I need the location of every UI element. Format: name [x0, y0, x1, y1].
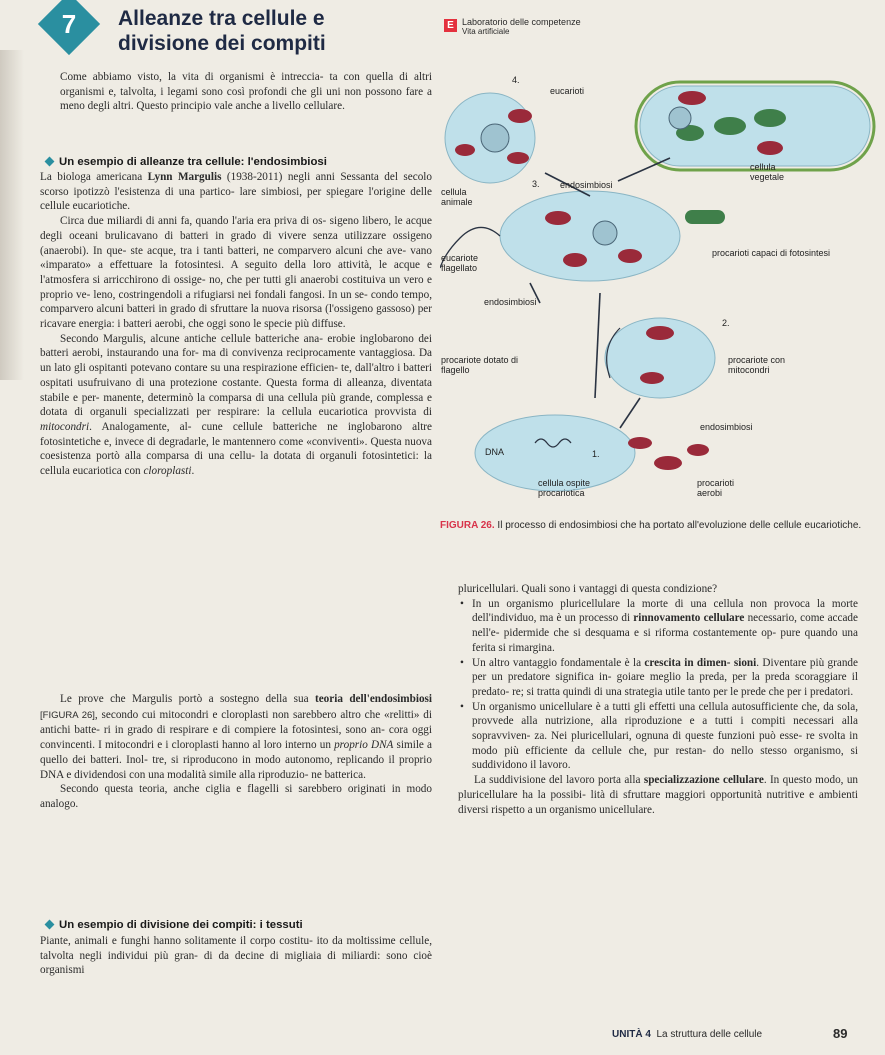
- label-endosimbiosi-2: endosimbiosi: [484, 297, 537, 307]
- page-binding-shadow: [0, 50, 24, 380]
- lab-reference: [462, 17, 581, 37]
- paragraph-specializzazione: La suddivisione del lavoro porta alla specializzazione cellulare. In questo modo, un pluricellulare ha la possibi- lità di sfruttare maggiori opportunità nutritive e ambienti diversi rispetto a un organismo unicellulare.: [458, 774, 859, 816]
- bullet-unicellulare: • Un organismo unicellulare è a tutti gli effetti una cellula autosufficiente che, da sola, provvede alla nutrizione, alla riproduzione e a tutti i compiti necessari alla sopravviven- za. Nei pluricellulari, ognuna di queste funzioni può esse- re svolta in modo più efficiente da cellule che, pur restan- do nello stesso organismo, si suddividono il lavoro.: [458, 700, 858, 774]
- label-procarioti-aerobi: procarioti aerobi: [697, 478, 735, 498]
- right-column-text: [458, 582, 858, 817]
- flagellated-eukaryote-shape: [500, 191, 680, 281]
- aerobic-prokaryote-shape: [654, 456, 682, 470]
- endosymbiosis-text: [40, 170, 432, 479]
- label-eucariote-flagellato: eucariote flagellato: [441, 253, 479, 273]
- endosymbiosis-figure: [440, 78, 880, 508]
- label-endosimbiosi-3: endosimbiosi: [700, 422, 753, 432]
- label-cellula-animale: cellula animale: [441, 187, 473, 207]
- label-step-4: 4.: [512, 75, 520, 85]
- label-endosimbiosi-1: endosimbiosi: [560, 180, 613, 190]
- bullet-crescita: • Un altro vantaggio fondamentale è la crescita in dimen- sioni. Diventare più grande per un predatore significa in- goiare meglio la preda, per la preda scoraggiare il predato- re; si tratta quindi di una strategia utile tanto per le prede che per i predatori.: [458, 656, 858, 700]
- label-eucarioti: eucarioti: [550, 86, 585, 96]
- paragraph-cilia: Secondo questa teoria, anche ciglia e flagelli si sarebbero originati in modo analogo.: [40, 783, 432, 810]
- paragraph-pluricellulari: pluricellulari. Quali sono i vantaggi di questa condizione?: [458, 583, 718, 595]
- page-title: [118, 6, 326, 56]
- diamond-bullet-icon: [45, 920, 55, 930]
- section-number: 7: [61, 9, 77, 39]
- section-heading-endosimbiosi: Un esempio di alleanze tra cellule: l'endosimbiosi: [46, 156, 327, 168]
- paragraph-evidence: Le prove che Margulis portò a sostegno della sua teoria dell'endosimbiosi [FIGURA 26], secondo cui mitocondri e cloroplasti non sarebbero altro che «relitti» di antichi batte- ri in grado di respirare e di compiere la fotosintesi, sono an- cora oggi convincenti. I mitocondri e i cloroplasti hanno al loro interno un proprio DNA simile a quello dei batteri. Inol- tre, si riproducono in modo autonomo, replicando il proprio DNA e dividendosi con una modalità simile alla riproduzio- ne batterica.: [40, 693, 433, 781]
- intro-paragraph: Come abbiamo visto, la vita di organismi è intreccia- ta con quella di altri organismi e, talvolta, i legami sono così profondi che gli uni non possono fare a meno degli altri. Questo principio vale anche a livello cellulare.: [60, 71, 432, 113]
- label-procariote-flagello: procariote dotato di flagello: [441, 355, 519, 375]
- label-procarioti-fotosintesi: procarioti capaci di fotosintesi: [712, 248, 831, 258]
- page-number: 89: [833, 1026, 848, 1041]
- label-procariote-mitocondri: procariote con mitocondri: [728, 355, 786, 375]
- section-heading-tessuti: Un esempio di divisione dei compiti: i tessuti: [46, 919, 303, 931]
- label-step-3: 3.: [532, 179, 540, 189]
- diamond-bullet-icon: [45, 157, 55, 167]
- label-cellula-ospite: cellula ospite procariotica: [538, 478, 591, 498]
- label-dna: DNA: [485, 447, 505, 457]
- footer-unit: UNITÀ 4 La struttura delle cellule: [612, 1029, 763, 1040]
- paragraph-tissues: Piante, animali e funghi hanno solitamente il corpo costitu- ito da moltissime cellule, talvolta negli individui più gran- di da decine di migliaia di miliardi: sono cioè organismi: [40, 935, 432, 977]
- lab-title: Laboratorio delle competenze: [462, 17, 581, 27]
- bullet-rinnovamento: • In un organismo pluricellulare la morte di una cellula non provoca la morte dell'individuo, ma è un processo di rinnovamento cellulare necessario, come accade nell'e- pidermide che si desquama e si riforma costantemente op- pure quando una ferita si rimargina.: [458, 597, 858, 656]
- paragraph-hypothesis: Secondo Margulis, alcune antiche cellule batteriche ana- erobie inglobarono dei batteri aerobi, instaurando una for- ma di convivenza reciprocamente vantaggiosa. Da un lato gli ospitanti potevano contare su una respirazione efficien- te, dall'altro i batteri ospitati usufruivano di una protezione costante. Questa forma di alleanza, diventata stabile e per- manente, determinò la comparsa di una cellula più grande, complessa e dotata di organuli specializzati per respirare: la cellula eucariotica provvista di mitocondri. Analogamente, al- cune cellule batteriche ne inglobarono altre fotosintetiche e, invece di degradarle, le mantennero come «conviventi». Questa nuova coesistenza portò alla comparsa di una cellu- la dotata di organuli fotosintetici: la cellula eucariotica con cloroplasti.: [40, 332, 432, 478]
- title-line-1: Alleanze tra cellule e: [118, 7, 325, 30]
- photosynthetic-prokaryote-shape: [685, 210, 725, 224]
- figure-caption: FIGURA 26. Il processo di endosimbiosi che ha portato all'evoluzione delle cellule eucariotiche.: [440, 520, 862, 531]
- paragraph-origin: Circa due miliardi di anni fa, quando l'aria era priva di os- sigeno libero, le acque degli oceani brulicavano di batteri in grado di vivere senza utilizzare ossigeno (anaerobi). In que- ste acque, tra i tanti batteri, ne comparvero alcuni che ave- vano «imparato» a effettuare la fotosintesi. A seguito della loro attività, le acque e l'atmosfera si arricchirono di ossige- no, che per tutti gli anaerobi costituiva un vero e proprio ve- leno, costringendoli a rifugiarsi nei fondali fangosi. In un se- condo tempo, comparvero alcuni batteri in grado di sfruttare la nuova risorsa (l'ossigeno gassoso) per ricavare energia: i batteri aerobi, che oggi sono le specie più diffuse.: [40, 215, 432, 331]
- label-step-2: 2.: [722, 318, 730, 328]
- evidence-text: [40, 692, 432, 812]
- paragraph-margulis: La biologa americana Lynn Margulis (1938-2011) negli anni Sessanta del secolo scorso ipotizzò l'esistenza di una partico- lare simbiosi, per spiegare l'origine delle cellule eucariotiche.: [40, 171, 432, 213]
- lab-icon: E: [444, 19, 457, 32]
- label-step-1: 1.: [592, 449, 600, 459]
- label-cellula-vegetale: cellula vegetale: [750, 162, 785, 182]
- title-line-2: divisione dei compiti: [118, 32, 326, 55]
- lab-subtitle: Vita artificiale: [462, 27, 510, 36]
- figure-tag: FIGURA 26.: [440, 520, 495, 531]
